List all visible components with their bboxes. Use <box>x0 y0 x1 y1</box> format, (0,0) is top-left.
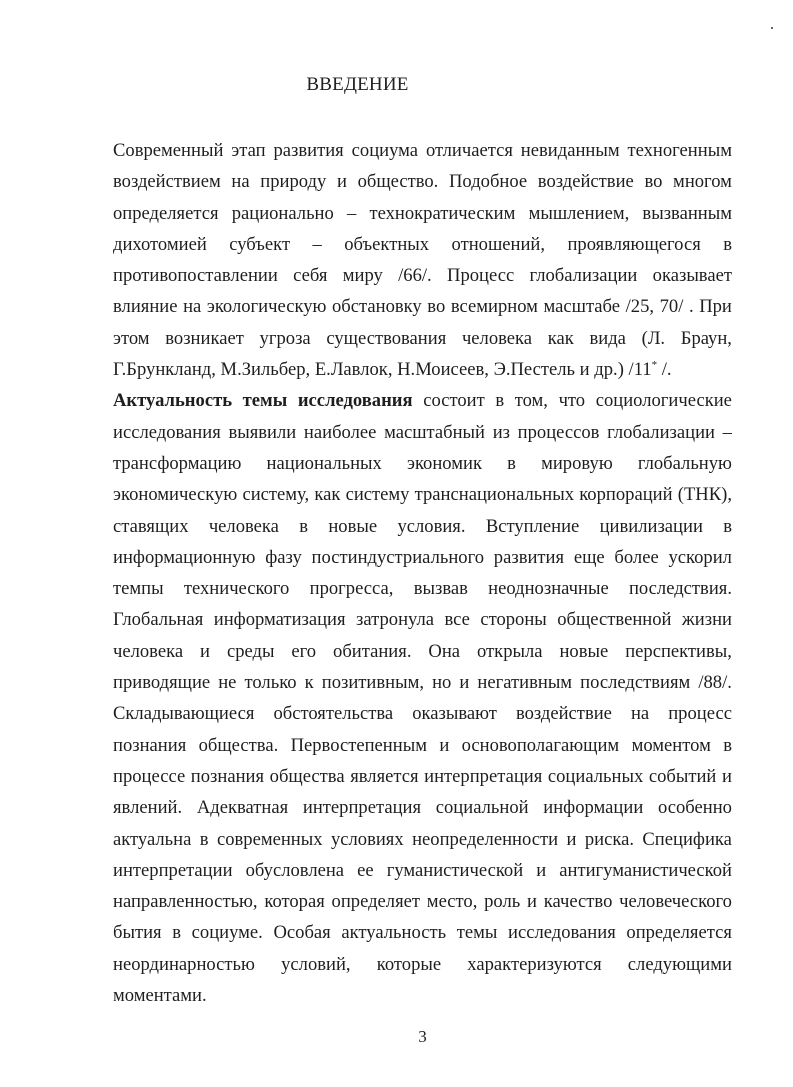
word: наиболее <box>303 421 377 443</box>
word: Специфика <box>642 828 732 850</box>
word: выявили <box>228 421 297 443</box>
word: актуальность <box>341 922 447 944</box>
word: глобализации <box>607 421 715 443</box>
word: отношений, <box>451 233 546 255</box>
word: приводящие <box>113 672 211 694</box>
word: Процесс <box>447 265 515 287</box>
word: последствия. <box>628 578 732 600</box>
text-line <box>113 573 732 604</box>
word: интерпретации <box>113 859 233 881</box>
text-line <box>113 448 732 479</box>
word: человека <box>461 327 533 349</box>
word: техногенным <box>627 140 732 161</box>
word: общественной <box>557 609 672 631</box>
word: позитивным, <box>321 672 425 694</box>
word: социальных <box>547 765 644 787</box>
word: его <box>291 640 317 662</box>
word: экономическую <box>113 484 238 506</box>
word: прогресса, <box>309 578 394 600</box>
word: человека <box>208 515 279 537</box>
word: этом <box>113 327 150 349</box>
word: трансформацию <box>113 452 242 474</box>
word: ее <box>357 859 374 881</box>
word: событий <box>648 765 717 787</box>
word: и <box>336 171 347 193</box>
word: социологические <box>595 390 732 412</box>
word: является <box>350 765 419 787</box>
word: процесс <box>668 703 732 725</box>
word: и <box>527 891 537 913</box>
word: определяется <box>113 202 219 224</box>
word: транснациональных <box>414 484 575 506</box>
word: в <box>495 390 505 412</box>
word: познания <box>190 765 265 787</box>
word: /88/. <box>698 672 732 694</box>
word: и <box>536 859 547 881</box>
word: постиндустриального <box>311 546 485 568</box>
word: затронула <box>356 609 435 631</box>
word: антигуманистической <box>559 859 732 881</box>
word: масштабный <box>384 421 485 443</box>
text-line <box>113 260 732 291</box>
word: 70/ <box>659 296 684 318</box>
word: темпы <box>113 578 164 600</box>
section-title: ВВЕДЕНИЕ <box>306 74 409 95</box>
word: следующими <box>627 953 732 975</box>
word: Глобальная <box>113 609 204 631</box>
word: новые <box>559 640 609 662</box>
word: ставящих <box>113 515 189 537</box>
word: корпораций <box>579 484 673 506</box>
word: состоит <box>423 390 485 412</box>
word: Браун, <box>680 327 732 349</box>
body-text <box>113 135 732 1011</box>
word: вызвав <box>413 578 468 600</box>
word: всемирном <box>450 296 538 318</box>
word: и <box>200 640 210 662</box>
word: том, <box>514 390 548 412</box>
word: особенно <box>658 797 732 819</box>
word: жизни <box>681 609 732 631</box>
word: (Л. <box>641 327 666 349</box>
text-line: моментами. <box>113 985 207 1007</box>
text-line <box>113 323 732 354</box>
word: определяется <box>626 922 732 944</box>
word: вида <box>589 327 626 349</box>
word: социальной <box>435 797 529 819</box>
word: /66/. <box>398 265 432 287</box>
word: воздействие <box>515 703 612 725</box>
word: неординарностью <box>113 953 255 975</box>
word: общества. <box>198 734 279 756</box>
word: (ТНК), <box>677 484 732 506</box>
word: характеризуются <box>467 953 602 975</box>
word: актуальна <box>113 828 192 850</box>
word: национальных <box>266 452 382 474</box>
word: Складывающиеся <box>113 703 255 725</box>
word: среды <box>226 640 275 662</box>
word: – <box>722 421 732 443</box>
word: в <box>723 734 732 756</box>
page-number: 3 <box>418 1027 427 1046</box>
word: направленностью, <box>113 891 258 913</box>
word: неопределенности <box>412 828 559 850</box>
word: цивилизации <box>599 515 703 537</box>
word: исследования <box>113 421 221 443</box>
word: роль <box>484 891 521 913</box>
word: риска. <box>584 828 634 850</box>
word: социуме. <box>191 922 263 944</box>
word: на <box>183 296 202 318</box>
text-line <box>113 604 732 635</box>
text-line <box>113 761 732 792</box>
word: миру <box>342 265 383 287</box>
word: технического <box>183 578 290 600</box>
scan-artifact <box>771 27 773 29</box>
word: в <box>507 452 516 474</box>
word: Современный <box>113 140 224 161</box>
word: открыла <box>476 640 543 662</box>
word: Вступление <box>485 515 580 537</box>
word: гуманистической <box>386 859 524 881</box>
word: неоднозначные <box>488 578 609 600</box>
word: развития <box>493 546 565 568</box>
word: экономик <box>406 452 482 474</box>
word: обусловлена <box>245 859 345 881</box>
text-line <box>113 730 732 761</box>
word: место, <box>426 891 478 913</box>
word: темы <box>242 390 288 412</box>
word: Адекватная <box>196 797 289 819</box>
word: новые <box>328 515 378 537</box>
text-line <box>113 698 732 729</box>
word: технократическим <box>369 202 516 224</box>
text-line <box>113 511 732 542</box>
word: моментом <box>631 734 711 756</box>
word: мировую <box>541 452 613 474</box>
word: все <box>444 609 470 631</box>
word: масштабе <box>543 296 621 318</box>
word: – <box>346 202 357 224</box>
word: процессе <box>113 765 186 787</box>
word: /25, <box>625 296 655 318</box>
word: мышлением, <box>528 202 630 224</box>
word: еще <box>573 546 605 568</box>
word: фазу <box>265 546 302 568</box>
word: информационную <box>113 546 256 568</box>
word: ускорил <box>668 546 732 568</box>
word: глобальную <box>637 452 732 474</box>
word: этап <box>231 140 266 161</box>
word: что <box>558 390 586 412</box>
word: во <box>644 171 663 193</box>
word: определяет <box>331 891 421 913</box>
word: возникает <box>165 327 244 349</box>
footnote-mark: * <box>651 359 658 372</box>
word: на <box>630 703 650 725</box>
text-line <box>113 135 732 166</box>
word: систему <box>345 484 410 506</box>
word: обстановку <box>332 296 422 318</box>
word: человека <box>113 640 184 662</box>
word: Она <box>428 640 461 662</box>
text-line <box>113 917 732 948</box>
word: не <box>218 672 237 694</box>
word: в <box>299 515 309 537</box>
word: себя <box>293 265 328 287</box>
word: явлений. <box>113 797 183 819</box>
word: многом <box>673 171 732 193</box>
word: как <box>547 327 574 349</box>
word: объектных <box>344 233 430 255</box>
text-line <box>113 385 732 416</box>
word: природу <box>260 171 327 193</box>
word: бытия <box>113 922 162 944</box>
word: процессов <box>517 421 600 443</box>
text-line <box>113 291 732 322</box>
word: интерпретация <box>424 765 543 787</box>
word: экологическую <box>206 296 327 318</box>
word: более <box>614 546 659 568</box>
word: качество <box>543 891 613 913</box>
word: угроза <box>259 327 311 349</box>
word: дихотомией <box>113 233 207 255</box>
text-line <box>113 229 732 260</box>
word: отличается <box>425 140 513 161</box>
word: При <box>699 296 732 318</box>
text-line <box>113 824 732 855</box>
word: влияние <box>113 296 178 318</box>
word: оказывают <box>412 703 497 725</box>
word: информации <box>543 797 644 819</box>
word: в <box>723 233 732 255</box>
text-line <box>113 855 732 886</box>
text-line <box>113 667 732 698</box>
word: условиях <box>330 828 404 850</box>
word: и <box>439 734 450 756</box>
word: стороны <box>480 609 547 631</box>
word: которые <box>376 953 442 975</box>
word: исследования <box>297 390 413 412</box>
word: развития <box>273 140 344 161</box>
word: проявляющегося <box>567 233 701 255</box>
word: основополагающим <box>461 734 620 756</box>
text-line <box>113 636 732 667</box>
word: оказывает <box>652 265 732 287</box>
word: и <box>566 828 577 850</box>
word: но <box>432 672 452 694</box>
word: субъект <box>229 233 291 255</box>
text-line: Г.Брункланд, М.Зильбер, Е.Лавлок, Н.Моисеев, Э.Пестель и др.) /11* /. <box>113 359 672 381</box>
word: – <box>312 233 322 255</box>
word: только <box>244 672 297 694</box>
text-line <box>113 886 732 917</box>
word: общество. <box>357 171 439 193</box>
word: воздействие <box>537 171 634 193</box>
word: как <box>314 484 341 506</box>
word: к <box>304 672 314 694</box>
text-line <box>113 949 732 980</box>
word: существования <box>326 327 447 349</box>
word: социума <box>351 140 419 161</box>
word: обстоятельства <box>273 703 394 725</box>
word: перспективы, <box>625 640 732 662</box>
text-line <box>113 198 732 229</box>
word: Особая <box>273 922 331 944</box>
word: систему, <box>242 484 310 506</box>
word: которая <box>264 891 325 913</box>
text-line <box>113 792 732 823</box>
word: последствиям <box>580 672 691 694</box>
word: невиданным <box>520 140 620 161</box>
word: Актуальность <box>113 390 233 412</box>
text-line <box>113 479 732 510</box>
word: темы <box>456 922 498 944</box>
text-line <box>113 542 732 573</box>
word: Первостепенным <box>290 734 427 756</box>
word: интерпретация <box>302 797 422 819</box>
word: обитания. <box>333 640 412 662</box>
word: во <box>427 296 446 318</box>
word: негативным <box>477 672 573 694</box>
word: и <box>459 672 470 694</box>
word: современных <box>216 828 323 850</box>
word: в <box>723 515 732 537</box>
word: и <box>721 765 732 787</box>
word: в <box>199 828 209 850</box>
text-line <box>113 166 732 197</box>
word: информатизация <box>213 609 346 631</box>
text-line <box>113 417 732 448</box>
word: . <box>688 296 694 318</box>
word: рационально <box>231 202 334 224</box>
word: познания <box>113 734 187 756</box>
word: условия. <box>397 515 466 537</box>
word: противопоставлении <box>113 265 278 287</box>
word: человеческого <box>619 891 732 913</box>
word: на <box>231 171 250 193</box>
word: условий, <box>281 953 351 975</box>
word: исследования <box>508 922 616 944</box>
word: Подобное <box>449 171 528 193</box>
word: из <box>492 421 510 443</box>
word: вызванным <box>642 202 732 224</box>
word: в <box>172 922 182 944</box>
word: общества <box>269 765 345 787</box>
word: глобализации <box>529 265 638 287</box>
word: воздействием <box>113 171 221 193</box>
